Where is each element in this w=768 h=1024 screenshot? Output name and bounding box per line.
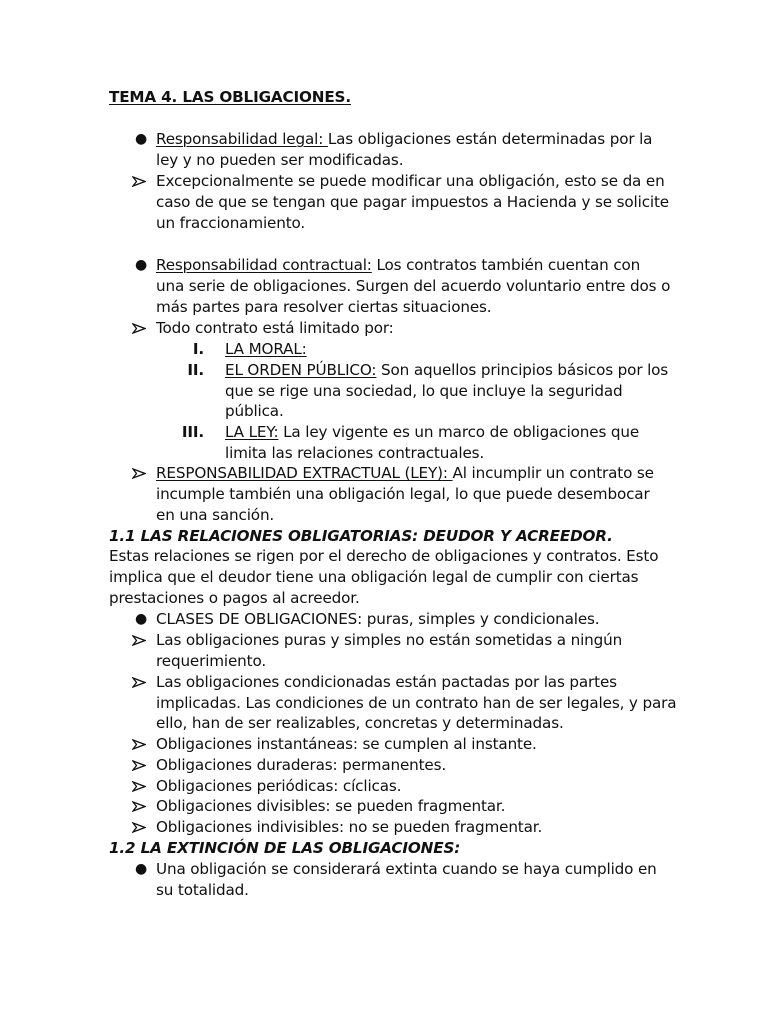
arrow-text: Las obligaciones puras y simples no están sometidas a ningún [156,631,623,649]
bullet-text: una serie de obligaciones. Surgen del acuerdo voluntario entre dos o [156,277,671,295]
arrow-text: requerimiento. [156,652,267,670]
arrow-bullet-icon [132,468,146,479]
line [0,401,768,422]
paragraph-line [0,546,768,567]
roman-text: limita las relaciones contractuales. [225,444,485,462]
roman-item-moral [0,339,768,360]
paragraph-text: Estas relaciones se rigen por el derecho de obligaciones y contratos. Esto [109,547,659,565]
bullet-dot-icon: ● [134,611,148,627]
line [0,505,768,526]
arrow-item [0,672,768,693]
roman-text: La ley vigente es un marco de obligaciones que [278,423,640,441]
roman-label: EL ORDEN PÚBLICO: [225,361,377,379]
line [0,213,768,234]
arrow-bullet-icon [132,781,146,792]
bullet-dot-icon: ● [134,131,148,147]
line [0,150,768,171]
bullet-dot-icon: ● [134,257,148,273]
bullet-label: Responsabilidad contractual: [156,256,372,274]
arrow-text: Obligaciones indivisibles: no se pueden fragmentar. [156,818,543,836]
arrow-bullet-icon [132,323,146,334]
line [0,651,768,672]
arrow-text: en una sanción. [156,506,275,524]
arrow-bullet-icon [132,822,146,833]
arrow-item [0,817,768,838]
line [0,484,768,505]
line [0,693,768,714]
roman-numeral: II. [187,361,204,379]
arrow-item [0,171,768,192]
arrow-text: ello, han de ser realizables, concretas y determinadas. [156,714,564,732]
roman-item-orden-publico [0,360,768,381]
page-title: TEMA 4. LAS OBLIGACIONES. [109,88,351,106]
bullet-text: Los contratos también cuentan con [371,256,641,274]
paragraph-line [0,588,768,609]
arrow-text: caso de que se tengan que pagar impuestos a Hacienda y se solicite [156,193,669,211]
arrow-text: implicadas. Las condiciones de un contrato han de ser legales, y para [156,694,677,712]
line [0,192,768,213]
arrow-item [0,776,768,797]
arrow-text: Obligaciones periódicas: cíclicas. [156,777,402,795]
arrow-item [0,755,768,776]
arrow-bullet-icon [132,677,146,688]
line [0,713,768,734]
line [0,381,768,402]
roman-label: LA LEY: [225,423,279,441]
arrow-item [0,734,768,755]
bullet-text: CLASES DE OBLIGACIONES: puras, simples y condicionales. [156,610,600,628]
arrow-bullet-icon [132,635,146,646]
arrow-text: un fraccionamiento. [156,214,306,232]
arrow-text: Las obligaciones condicionadas están pactadas por las partes [156,673,617,691]
roman-text: que se rige una sociedad, lo que incluye la seguridad [225,382,623,400]
section-heading: 1.2 LA EXTINCIÓN DE LAS OBLIGACIONES: [109,839,461,857]
paragraph-text: prestaciones o pagos al acreedor. [109,589,360,607]
arrow-bullet-icon [132,176,146,187]
arrow-text: Todo contrato está limitado por: [156,319,394,337]
arrow-item [0,463,768,484]
roman-text: Son aquellos principios básicos por los [376,361,669,379]
arrow-bullet-icon [132,739,146,750]
bullet-text: Las obligaciones están determinadas por la [327,130,653,148]
bullet-text: ley y no pueden ser modificadas. [156,151,404,169]
section-heading-line [0,838,768,859]
line [0,297,768,318]
title-line [0,87,768,108]
paragraph-text: implica que el deudor tiene una obligación legal de cumplir con ciertas [109,568,639,586]
roman-numeral: III. [181,423,204,441]
section-heading-line [0,526,768,547]
section-heading: 1.1 LAS RELACIONES OBLIGATORIAS: DEUDOR Y ACREEDOR. [109,527,613,545]
arrow-label: RESPONSABILIDAD EXTRACTUAL (LEY): [156,464,453,482]
bullet-label: Responsabilidad legal: [156,130,328,148]
line [0,443,768,464]
paragraph-line [0,567,768,588]
bullet-text: su totalidad. [156,881,249,899]
line [0,276,768,297]
line [0,880,768,901]
arrow-text: Excepcionalmente se puede modificar una obligación, esto se da en [156,172,665,190]
arrow-bullet-icon [132,760,146,771]
bullet-clases [0,609,768,630]
roman-text: pública. [225,402,284,420]
arrow-text: Obligaciones divisibles: se pueden fragmentar. [156,797,506,815]
roman-item-ley [0,422,768,443]
bullet-responsabilidad-contractual [0,255,768,276]
arrow-item [0,796,768,817]
roman-label: LA MORAL: [225,340,307,358]
roman-numeral: I. [192,340,204,358]
arrow-text: Obligaciones duraderas: permanentes. [156,756,447,774]
arrow-text: Al incumplir un contrato se [452,464,654,482]
bullet-dot-icon: ● [134,861,148,877]
arrow-bullet-icon [132,801,146,812]
arrow-text: incumple también una obligación legal, lo que puede desembocar [156,485,650,503]
arrow-item [0,630,768,651]
bullet-responsabilidad-legal [0,129,768,150]
arrow-item [0,318,768,339]
bullet-text: Una obligación se considerará extinta cuando se haya cumplido en [156,860,657,878]
bullet-extincion [0,859,768,880]
arrow-text: Obligaciones instantáneas: se cumplen al instante. [156,735,537,753]
bullet-text: más partes para resolver ciertas situaciones. [156,298,492,316]
